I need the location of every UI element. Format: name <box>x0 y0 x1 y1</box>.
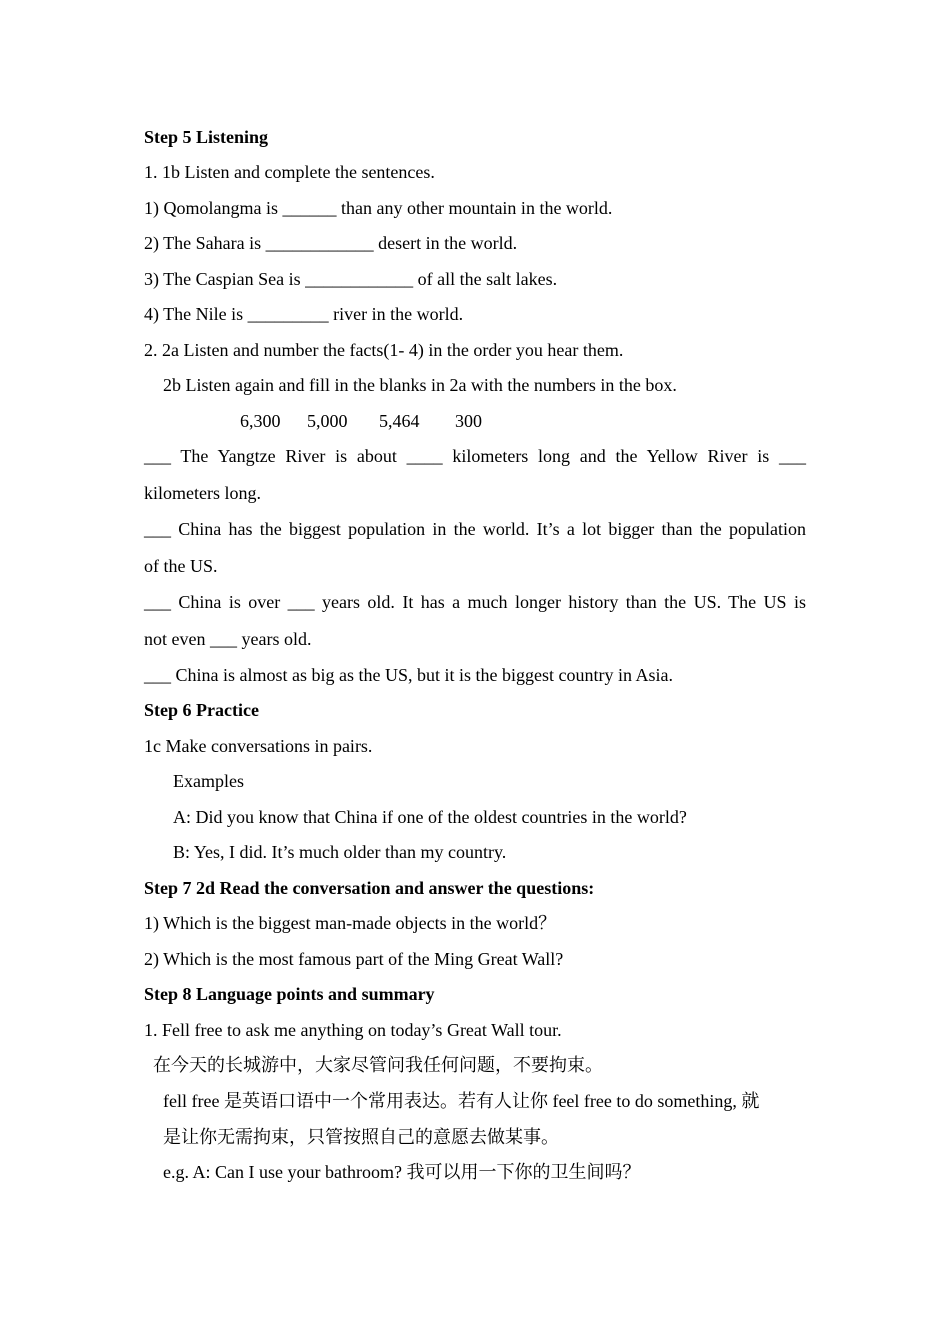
sentence-3: 3) The Caspian Sea is ____________ of all the salt lakes. <box>144 269 558 289</box>
listening-item-1: 1. 1b Listen and complete the sentences. <box>144 162 435 182</box>
fact-3-line-2: not even ___ years old. <box>144 629 312 649</box>
question-2: 2) Which is the most famous part of the Ming Great Wall? <box>144 949 564 969</box>
practice-instruction: 1c Make conversations in pairs. <box>144 736 373 756</box>
usage-note-line-2: 是让你无需拘束，只管按照自己的意愿去做某事。 <box>163 1127 559 1147</box>
number-box-value: 6,300 <box>240 411 281 431</box>
sentence-2: 2) The Sahara is ____________ desert in the world. <box>144 233 518 253</box>
step5-heading: Step 5 Listening <box>144 127 269 147</box>
examples-label: Examples <box>173 771 244 791</box>
number-box-value: 5,000 <box>307 411 348 431</box>
fact-1-line-2: kilometers long. <box>144 483 261 503</box>
listening-item-2a: 2. 2a Listen and number the facts(1- 4) in the order you hear them. <box>144 340 624 360</box>
fact-2-line-2: of the US. <box>144 556 218 576</box>
usage-example: e.g. A: Can I use your bathroom? 我可以用一下你的卫生间吗？ <box>163 1162 641 1182</box>
fact-3-line-1: ___ China is over ___ years old. It has a much longer history than the US. The US is <box>144 592 806 612</box>
listening-item-2b: 2b Listen again and fill in the blanks in 2a with the numbers in the box. <box>163 375 677 395</box>
fact-4: ___ China is almost as big as the US, but it is the biggest country in Asia. <box>144 665 673 685</box>
number-box-value: 300 <box>455 411 482 431</box>
fact-2-line-1: ___ China has the biggest population in the world. It’s a lot bigger than the population <box>144 519 806 539</box>
example-line-a: A: Did you know that China if one of the oldest countries in the world? <box>173 807 687 827</box>
question-1: 1) Which is the biggest man-made objects in the world？ <box>144 913 557 933</box>
sentence-1: 1) Qomolangma is ______ than any other mountain in the world. <box>144 198 613 218</box>
sentence-4: 4) The Nile is _________ river in the world. <box>144 304 464 324</box>
example-line-b: B: Yes, I did. It’s much older than my country. <box>173 842 507 862</box>
number-box-value: 5,464 <box>379 411 420 431</box>
usage-note-line-1: fell free 是英语口语中一个常用表达。若有人让你 feel free to do something, 就 <box>163 1091 760 1111</box>
chinese-translation: 在今天的长城游中，大家尽管问我任何问题，不要拘束。 <box>153 1055 603 1075</box>
step8-heading: Step 8 Language points and summary <box>144 984 435 1004</box>
language-point-1: 1. Fell free to ask me anything on today’s Great Wall tour. <box>144 1020 562 1040</box>
step6-heading: Step 6 Practice <box>144 700 259 720</box>
fact-1-line-1: ___ The Yangtze River is about ____ kilometers long and the Yellow River is ___ <box>144 446 806 466</box>
step7-heading: Step 7 2d Read the conversation and answer the questions: <box>144 878 595 898</box>
